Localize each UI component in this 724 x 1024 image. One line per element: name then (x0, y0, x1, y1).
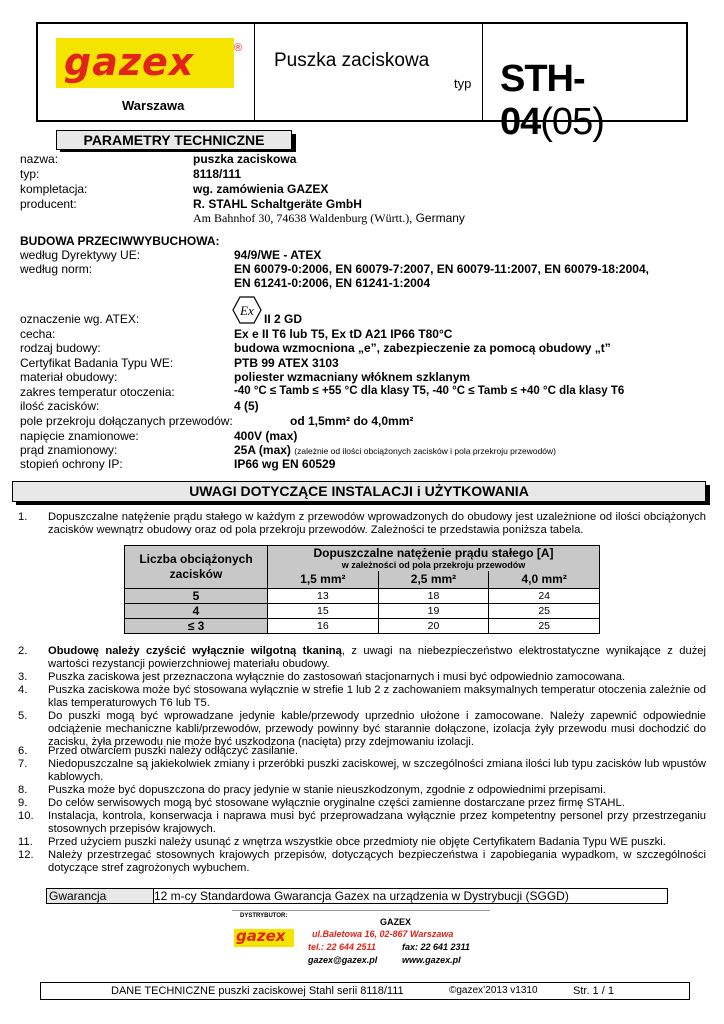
param-label: według norm: (20, 262, 93, 276)
distributor-www[interactable]: www.gazex.pl (402, 955, 461, 965)
ex-hexagon-icon (232, 296, 262, 324)
warranty-label: Gwarancja (47, 889, 154, 903)
note-item: 3. Puszka zaciskowa jest przeznaczona wyłącznie do zastosowań stacjonarnych i musi być odpowiednio zamocowana. (18, 671, 626, 683)
distributor-name: GAZEX (380, 917, 412, 927)
param-label: Certyfikat Badania Typu WE: (20, 356, 174, 370)
param-label: stopień ochrony IP: (20, 457, 123, 471)
param-value: puszka zaciskowa (193, 152, 297, 166)
footer-page: Str. 1 / 1 (573, 985, 614, 997)
param-label: typ: (20, 167, 40, 181)
model-area (482, 24, 686, 143)
registered-mark: ® (234, 42, 243, 54)
param-label: ilość zacisków: (20, 399, 100, 413)
param-label: nazwa: (20, 152, 59, 166)
note-item: 2. Obudowę należy czyścić wyłącznie wilgotną tkaniną, z uwagi na niebezpieczeństwo elektrostatyczne wynikające z dużej wartości rezystancji powierzchniowej materiału obudowy. (18, 645, 706, 670)
title-area (254, 24, 483, 120)
table-cell: 4 (125, 603, 268, 618)
logo-area (38, 24, 255, 120)
current-table (124, 545, 600, 634)
product-title: Puszka zaciskowa (274, 50, 430, 71)
param-value: EN 61241-0:2006, EN 61241-1:2004 (234, 276, 431, 290)
param-value: 25A (max) (zależnie od ilości obciążonych zacisków i pola przekroju przewodów) (234, 443, 556, 457)
param-value: II 2 GD (264, 312, 303, 326)
note-item: 5. Do puszki mogą być wprowadzane jedynie kable/przewody uprzednio ułożone i zamocowane. Należy zapewnić odpowiednie odciążenie mechaniczne kabli/przewodów, przewody powinny być starannie dołączone, izolacja żyły przewodu musi dochodzić do zacisku, żyła przewodu nie może być uszkodzona (nacięta) przy zdejmowaniu izolacji. (18, 710, 706, 748)
budowa-heading: BUDOWA PRZECIWWYBUCHOWA: (20, 234, 220, 248)
note-item: 9. Do celów serwisowych mogą być stosowane wyłącznie oryginalne części zamienne dostarczane przez firmę STAHL. (18, 797, 625, 809)
table-cell: 18 (378, 588, 489, 603)
table-cell: 15 (268, 603, 379, 618)
table-header-title: Dopuszczalne natężenie prądu stałego [A] w zależności od pola przekroju przewodów (268, 546, 600, 572)
param-label: napięcie znamionowe: (20, 429, 139, 443)
distributor-logo-text: gazex (236, 927, 286, 945)
distributor-stamp (232, 910, 490, 973)
footer-copyright: ©gazex’2013 v1310 (449, 985, 538, 996)
note-item: 1. Dopuszczalne natężenie prądu stałego w każdym z przewodów wprowadzonych do obudowy jest uzależnione od ilości obciążonych zacisków wewnątrz obudowy oraz od pola przekroju przewodów. Zależności te przedstawia poniższa tabela. (18, 511, 706, 536)
table-cell: 16 (268, 618, 379, 633)
param-value: -40 °C ≤ Tamb ≤ +55 °C dla klasy T5, -40 °C ≤ Tamb ≤ +40 °C dla klasy T6 (234, 385, 625, 397)
table-row (125, 588, 600, 603)
table-cell: 25 (489, 618, 600, 633)
svg-text:Ex: Ex (240, 303, 254, 318)
table-cell: 24 (489, 588, 600, 603)
param-value: 8118/111 (193, 167, 242, 181)
table-row (125, 603, 600, 618)
param-label: prąd znamionowy: (20, 443, 118, 457)
table-cell: 19 (378, 603, 489, 618)
param-value: PTB 99 ATEX 3103 (234, 356, 339, 370)
param-label: cecha: (20, 327, 56, 341)
warranty-row (46, 888, 668, 904)
param-label: kompletacja: (20, 182, 88, 196)
table-cell: 20 (378, 618, 489, 633)
note-item: 10. Instalacja, kontrola, konserwacja i naprawa musi być przeprowadzana wyłącznie przez kompetentny personel przy przestrzeganiu stosownych przepisów krajowych. (18, 810, 706, 835)
distributor-tel: tel.: 22 644 2511 (308, 942, 376, 952)
table-cell: 25 (489, 603, 600, 618)
gazex-logo-text: gazex (64, 40, 195, 84)
distributor-email[interactable]: gazex@gazex.pl (308, 955, 378, 965)
city: Warszawa (122, 98, 185, 113)
producer-address: Am Bahnhof 30, 74638 Waldenburg (Württ.), Germany (193, 211, 465, 225)
table-col-header: 4,0 mm² (489, 571, 600, 588)
param-value: Ex e II T6 lub T5, Ex tD A21 IP66 T80°C (234, 327, 453, 341)
section-heading-notes: UWAGI DOTYCZĄCE INSTALACJI i UŻYTKOWANIA (12, 481, 706, 502)
section-heading-params: PARAMETRY TECHNICZNE (56, 130, 292, 150)
note-item: 4. Puszka zaciskowa może być stosowana wyłącznie w strefie 1 lub 2 z zachowaniem maksymalnych temperatur otoczenia zależnie od klas temperaturowych T6 lub T5. (18, 684, 706, 709)
param-value: IP66 wg EN 60529 (234, 457, 336, 471)
param-value: budowa wzmocniona „e”, zabezpieczenie za pomocą obudowy „t” (234, 341, 611, 355)
table-header-liczba: Liczba obciążonych zacisków (125, 546, 268, 589)
param-label: oznaczenie wg. ATEX: (20, 312, 140, 326)
table-cell: 5 (125, 588, 268, 603)
param-value: 400V (max) (234, 429, 298, 443)
warranty-text: 12 m-cy Standardowa Gwarancja Gazex na urządzenia w Dystrybucji (SGGD) (154, 889, 569, 903)
note-item: 7. Niedopuszczalne są jakiekolwiek zmiany i przeróbki puszki zaciskowej, w szczególności zmiana ilości lub typu zacisków lub wpustów kablowych. (18, 758, 706, 783)
distributor-address: ul.Baletowa 16, 02-867 Warszawa (312, 929, 454, 939)
note-item: 8. Puszka może być dopuszczona do pracy jedynie w stanie nieuszkodzonym, zgodnie z odpowiednimi przepisami. (18, 784, 606, 796)
note-item: 6. Przed otwarciem puszki należy odłączyć zasilanie. (18, 745, 298, 757)
note-item: 12. Należy przestrzegać stosownych krajowych przepisów, dotyczących bezpieczeństwa i zapobiegania wypadkom, w szczególności dotyczące stref zagrożonych wybuchem. (18, 849, 706, 874)
param-label: pole przekroju dołączanych przewodów: (20, 414, 233, 428)
typ-label: typ (454, 76, 472, 91)
table-row (125, 618, 600, 633)
table-col-header: 1,5 mm² (268, 571, 379, 588)
footer-text: DANE TECHNICZNE puszki zaciskowej Stahl serii 8118/111 (111, 985, 404, 997)
param-label: rodzaj budowy: (20, 341, 101, 355)
param-label: zakres temperatur otoczenia: (20, 385, 175, 399)
param-label: producent: (20, 197, 77, 211)
table-cell: ≤ 3 (125, 618, 268, 633)
param-value: 4 (5) (234, 399, 259, 413)
param-value: EN 60079-0:2006, EN 60079-7:2007, EN 60079-11:2007, EN 60079-18:2004, (234, 262, 649, 276)
param-label: materiał obudowy: (20, 370, 118, 384)
note-item: 11. Przed użyciem puszki należy usunąć z wnętrza wszystkie obce przedmioty nie objęte Certyfikatem Badania Typu WE puszki. (18, 836, 666, 848)
param-value: wg. zamówienia GAZEX (193, 182, 329, 196)
param-value: poliester wzmacniany włóknem szklanym (234, 370, 471, 384)
model-code: STH-04(05) (500, 58, 604, 143)
footer (40, 982, 690, 1000)
table-cell: 13 (268, 588, 379, 603)
table-col-header: 2,5 mm² (378, 571, 489, 588)
param-value: od 1,5mm² do 4,0mm² (290, 414, 414, 428)
param-value: 94/9/WE - ATEX (234, 248, 322, 262)
param-value: R. STAHL Schaltgeräte GmbH (193, 197, 362, 211)
distributor-caption: DYSTRYBUTOR: (240, 913, 288, 919)
param-label: według Dyrektywy UE: (20, 248, 141, 262)
distributor-fax: fax: 22 641 2311 (402, 942, 470, 952)
